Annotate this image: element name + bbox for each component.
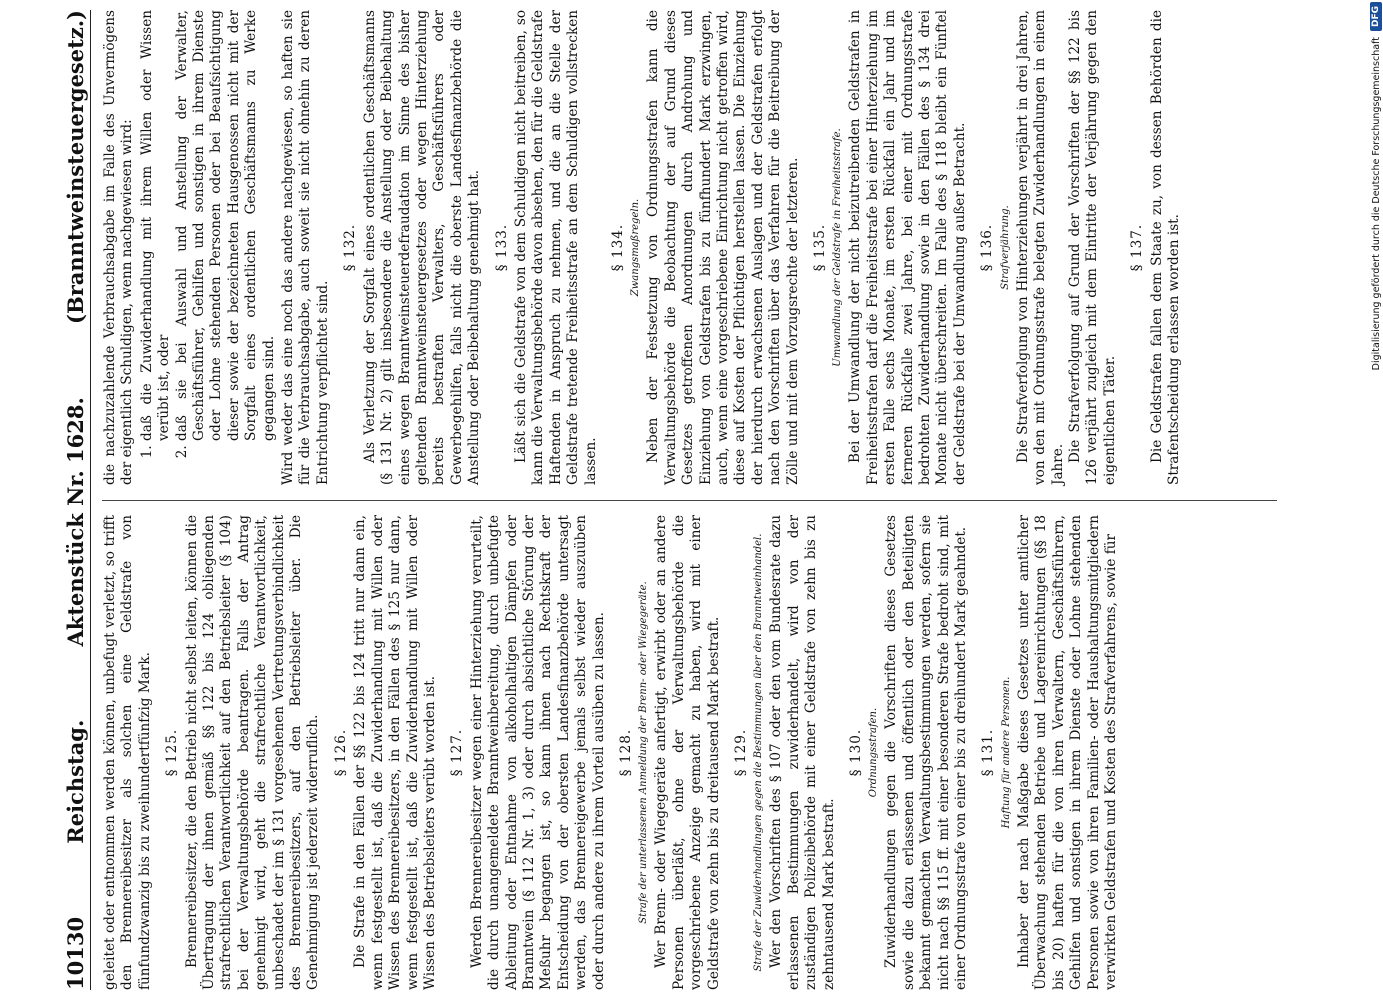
- header-right-title: (Branntweinsteuergesetz.): [62, 10, 88, 324]
- list-item: 1. daß die Zuwiderhandlung mit ihrem Willen oder Wissen verübt ist, oder: [139, 10, 174, 441]
- section-heading: § 126.: [332, 728, 349, 777]
- right-column: [102, 10, 1282, 485]
- section-subtitle: Strafe der Zuwiderhandlungen gegen die Bestimmungen über den Branntweinhandel.: [753, 533, 765, 972]
- section-subtitle: Strafverjährung.: [999, 205, 1011, 290]
- section-heading: § 128.: [617, 728, 634, 777]
- paragraph: Als Verletzung der Sorgfalt eines ordentlichen Geschäftsmanns (§ 131 Nr. 2) gilt insbesondere die Anstellung oder Beibehaltung eines wegen Branntweinsteuerdefraudation im Sinne des bisher geltenden Branntweinsteuergesetzes oder wegen Hinterziehung bereits bestraften Verwalters, Geschäftsführers oder Gewerbegehilfen, falls nicht die oberste Landesfinanzbehörde die Anstellung oder Beibehaltung genehmigt hat.: [361, 10, 483, 485]
- paragraph: Läßt sich die Geldstrafe von dem Schuldigen nicht beitreiben, so kann die Verwaltungsbehörde davon absehen, den für die Geldstrafe Haftenden in Anspruch zu nehmen, und die an die Stelle der Geldstrafe tretende Freiheitsstrafe an dem Schuldigen vollstrecken lassen.: [512, 10, 599, 485]
- text-columns: [102, 10, 1282, 990]
- section-heading: § 136.: [979, 223, 996, 272]
- list-item: 2. daß sie bei Auswahl und Anstellung der Verwalter, Geschäftsführer, Gehilfen und sonstigen in ihrem Dienste oder Lohne stehenden Personen oder bei Beaufsichtigung dieser sowie der bezeichneten Hausgenossen nicht mit der Sorgfalt eines ordentlichen Geschäftsmanns zu Werke gegangen sind.: [174, 10, 278, 441]
- section-heading: § 130.: [848, 728, 865, 777]
- paragraph: Zuwiderhandlungen gegen die Vorschriften dieses Gesetzes sowie die dazu erlassenen und öffentlich oder den Beteiligten bekannt gemachten Verwaltungsbestimmungen werden, sofern sie nicht nach §§ 115 ff. mit einer besonderen Strafe bedroht sind, mit einer Ordnungsstrafe von einer bis zu dreihundert Mark geahndet.: [883, 515, 970, 990]
- section-heading: § 137.: [1129, 223, 1146, 272]
- section-heading: § 125.: [164, 728, 181, 777]
- section-subtitle: Zwangsmaßregeln.: [630, 198, 642, 297]
- section-subtitle: Strafe der unterlassenen Anmeldung der Brenn- oder Wiegegeräte.: [638, 581, 650, 924]
- digitization-note: Digitalisierung gefördert durch die Deutsche Forschungsgemeinschaft: [1370, 37, 1382, 371]
- section-heading: § 134.: [609, 223, 626, 272]
- section-subtitle: Ordnungsstrafen.: [868, 707, 880, 798]
- paragraph: Die Strafe in den Fällen der §§ 122 bis 124 tritt nur dann ein, wenn festgestellt ist, daß die Zuwiderhandlung mit Willen oder Wissen des Brennereibesitzers, in den Fällen des § 125 nur dann, wenn festgestellt ist, daß die Zuwiderhandlung mit Willen oder Wissen des Betriebsleiters verübt worden ist.: [352, 515, 438, 990]
- numbered-list: [139, 10, 278, 485]
- section-heading: § 133.: [493, 223, 510, 272]
- paragraph: Die Strafverfolgung von Hinterziehungen verjährt in drei Jahren, von den mit Ordnungsstrafe belegten Zuwiderhandlungen in einem Jahre.: [1014, 10, 1066, 485]
- digitization-credit: [1366, 2, 1383, 992]
- header-left-title: Reichstag.: [62, 719, 88, 844]
- section-heading: § 127.: [449, 728, 466, 777]
- page-header: [60, 10, 91, 990]
- paragraph: Wer Brenn- oder Wiegegeräte anfertigt, erwirbt oder an andere Personen überläßt, ohne der Verwaltungsbehörde die vorgeschriebene Anzeige gemacht zu haben, wird mit einer Geldstrafe von zehn bis zu dreitausend Mark bestraft.: [653, 515, 722, 990]
- section-heading: § 131.: [980, 728, 997, 777]
- dfg-logo: DFG: [1370, 2, 1382, 31]
- section-heading: § 135.: [812, 223, 829, 272]
- section-subtitle: Umwandlung der Geldstrafe in Freiheitsstrafe.: [832, 128, 844, 367]
- paragraph: Werden Brennereibesitzer wegen einer Hinterziehung verurteilt, die durch unangemeldete Branntweinbereitung, durch unbefugte Ableitung oder Entnahme von alkoholhaltigen Dämpfen oder Branntwein (§ 112 Nr. 1, 3) oder durch absichtliche Störung der Meßuhr begangen ist, so kann ihnen nach Rechtskraft der Entscheidung von der obersten Landesfinanzbehörde untersagt werden, das Brennereigewerbe jemals selbst wieder auszuüben oder durch andere zu ihrem Vorteil ausüben zu lassen.: [468, 515, 607, 990]
- paragraph: Neben der Festsetzung von Ordnungsstrafen kann die Verwaltungsbehörde die Beobachtung der auf Grund dieses Gesetzes getroffenen Anordnungen durch Androhung und Einziehung von Geldstrafen bis zu fünfhundert Mark erzwingen, auch, wenn eine vorgeschriebene Einrichtung nicht getroffen wird, diese auf Kosten der Pflichtigen herstellen lassen. Die Einziehung der hierdurch erwachsenen Auslagen und der Geldstrafen erfolgt nach den Vorschriften über das Verfahren für die Beitreibung der Zölle und mit dem Vorzugsrechte der letzteren.: [645, 10, 801, 485]
- left-column: [102, 515, 1282, 990]
- paragraph: Wird weder das eine noch das andere nachgewiesen, so haften sie für die Verbrauchsabgabe, auch soweit sie nicht ohnehin zu deren Entrichtung verpflichtet sind.: [280, 10, 331, 485]
- paragraph: Die Strafverfolgung auf Grund der Vorschriften der §§ 122 bis 126 verjährt zugleich mit dem Eintritte der Verjährung gegen den eigentlichen Täter.: [1066, 10, 1118, 485]
- column-divider: [102, 500, 1277, 501]
- paragraph: Wer den Vorschriften des § 107 oder den vom Bundesrate dazu erlassenen Bestimmungen zuwiderhandelt, wird von der zuständigen Polizeibehörde mit einer Geldstrafe von zehn bis zu zehntausend Mark bestraft.: [768, 515, 837, 990]
- section-subtitle: Haftung für andere Personen.: [1000, 676, 1012, 829]
- paragraph: Inhaber der nach Maßgabe dieses Gesetzes unter amtlicher Überwachung stehenden Betriebe und Lagereinrichtungen (§§ 18 bis 20) haften für die von ihren Verwaltern, Geschäftsführern, Gehilfen und sonstigen in ihrem Dienste oder Lohne stehenden Personen sowie von ihren Familien- oder Haushaltungsmitgliedern verwirkten Geldstrafen und Kosten des Strafverfahrens, sowie für: [1015, 515, 1119, 990]
- header-center-title: Aktenstück Nr. 1628.: [62, 397, 88, 647]
- section-heading: § 132.: [342, 223, 359, 272]
- section-heading: § 129.: [733, 728, 749, 777]
- paragraph: Brennereibesitzer, die den Betrieb nicht selbst leiten, können die Übertragung der ihnen gemäß §§ 122 bis 124 obliegenden strafrechtlichen Verantwortlichkeit auf den Betriebsleiter (§ 104) bei der Verwaltungsbehörde beantragen. Falls der Antrag genehmigt wird, geht die strafrechtliche Verantwortlichkeit, unbeschadet der im § 131 vorgesehenen Vertretungsverbindlichkeit des Brennereibesitzers, auf den Betriebsleiter über. Die Genehmigung ist jederzeit widerruflich.: [183, 515, 322, 990]
- paragraph: die nachzuzahlende Verbrauchsabgabe im Falle des Unvermögens der eigentlich Schuldigen, wenn nachgewiesen wird:: [102, 10, 136, 485]
- paragraph: geleitet oder entnommen werden können, unbefugt verletzt, so trifft den Brennereibesitzer als solchen eine Geldstrafe von fünfundzwanzig bis zu zweihundertfünfzig Mark.: [102, 515, 153, 990]
- page-number: 10130: [62, 916, 88, 990]
- rotated-document-page: [60, 10, 1290, 990]
- paragraph: Bei der Umwandlung der nicht beizutreibenden Geldstrafen in Freiheitsstrafen darf die Freiheitsstrafe bei einer Hinterziehung im ersten Falle sechs Monate, im ersten Rückfall ein Jahr und im ferneren Rückfalle zwei Jahre, bei einer mit Ordnungsstrafe bedrohten Zuwiderhandlung sowie in den Fällen des § 134 drei Monate nicht überschreiten. Im Falle des § 118 bleibt ein Fünftel der Geldstrafe bei der Umwandlung außer Betracht.: [847, 10, 968, 485]
- paragraph: Die Geldstrafen fallen dem Staate zu, von dessen Behörden die Strafentscheidung erlassen worden ist.: [1148, 10, 1182, 485]
